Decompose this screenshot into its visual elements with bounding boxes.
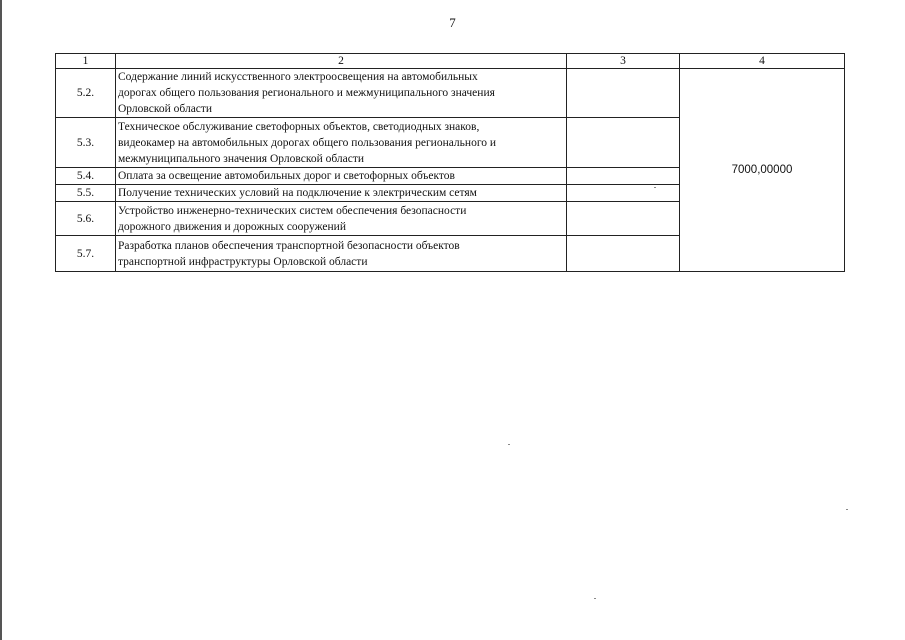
description-line: Содержание линий искусственного электроосвещения на автомобильных — [118, 71, 478, 83]
description-line: дорогах общего пользования регионального и межмуниципального значения — [118, 87, 495, 99]
page-edge — [0, 0, 2, 640]
row-number: 5.7. — [56, 236, 116, 272]
row-description — [116, 185, 567, 202]
column-header: 3 — [567, 54, 680, 69]
scan-speck — [594, 598, 596, 599]
description-line: транспортной инфраструктуры Орловской области — [118, 255, 368, 268]
row-number: 5.3. — [56, 118, 116, 168]
row-col3-cell — [567, 168, 680, 185]
description-line: Устройство инженерно-технических систем обеспечения безопасности — [118, 204, 467, 217]
row-col3-cell — [567, 202, 680, 236]
description-line: межмуниципального значения Орловской области — [118, 152, 365, 165]
row-number: 5.6. — [56, 202, 116, 236]
row-description — [116, 118, 567, 168]
row-col3-cell — [567, 185, 680, 202]
row-col3-cell — [567, 69, 680, 118]
column-header: 2 — [116, 54, 567, 69]
scan-speck — [654, 187, 656, 188]
description-line: Разработка планов обеспечения транспортной безопасности объектов — [118, 239, 460, 252]
description-line: Получение технических условий на подключение к электрическим сетям — [118, 187, 477, 199]
table-row — [56, 69, 845, 118]
scan-speck — [846, 509, 848, 510]
row-number: 5.4. — [56, 168, 116, 185]
total-value-cell: 7000,00000 — [680, 69, 845, 272]
budget-table — [55, 53, 845, 272]
table-header-row — [56, 54, 845, 69]
row-description — [116, 168, 567, 185]
scan-speck — [508, 444, 510, 445]
description-line: видеокамер на автомобильных дорогах общего пользования регионального и — [118, 136, 497, 149]
row-description — [116, 236, 567, 272]
row-description — [116, 202, 567, 236]
column-header: 4 — [680, 54, 845, 69]
description-line: Орловской области — [118, 103, 213, 115]
description-line: Техническое обслуживание светофорных объектов, светодиодных знаков, — [118, 120, 480, 133]
row-number: 5.5. — [56, 185, 116, 202]
row-description — [116, 69, 567, 118]
row-col3-cell — [567, 118, 680, 168]
description-line: Оплата за освещение автомобильных дорог и светофорных объектов — [118, 170, 455, 182]
column-header: 1 — [56, 54, 116, 69]
page-number: 7 — [449, 15, 456, 30]
row-col3-cell — [567, 236, 680, 272]
row-number: 5.2. — [56, 69, 116, 118]
description-line: дорожного движения и дорожных сооружений — [118, 220, 346, 233]
